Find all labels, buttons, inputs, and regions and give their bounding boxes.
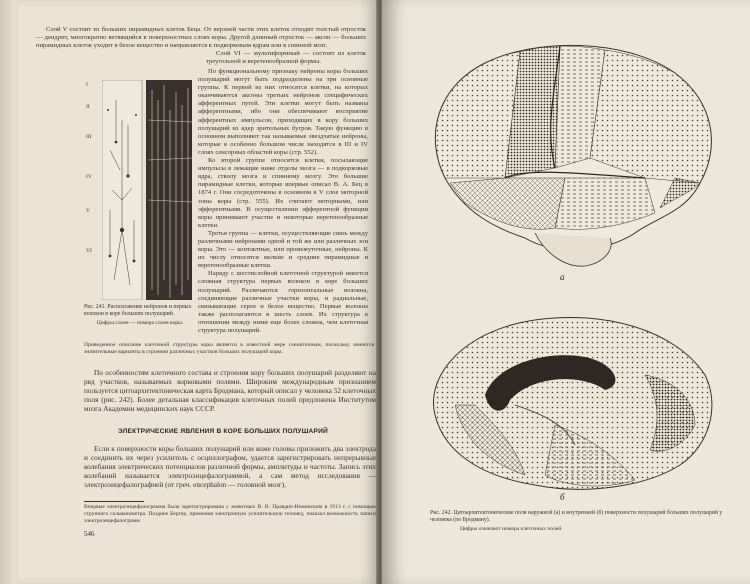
figure-242b-medial-brain xyxy=(415,305,725,500)
main-paragraph xyxy=(84,368,376,413)
paragraph-efferent: Ко второй группе относятся клетки, посылающие импульсы в лежащие ниже отделы мозга — в подкорковые ядра, стволу мозга и спинному мозгу. Это большие пирамидные клетки, которые впервые описал В. А. Бец в 1874 г. Они сосредоточены в основном в V слое моторной зоны коры (стр. 555). Их считают моторными, или эфферентными. В осуществлении эфферентной функции коры принимают участие и некоторые веретенообразные клетки. xyxy=(198,157,368,229)
figure-241-caption xyxy=(84,304,196,327)
paragraph-contact: Третья группа — клетки, осуществляющие связь между различными нейронами одной и той же или различных зон коры. Это — контактные, или промежуточные, нейроны. К их числу относятся мелкие и средние пирамидные и веретенообразные клетки. xyxy=(198,229,368,270)
figure-241-neuron-layers xyxy=(102,80,192,300)
paragraph-layer-vi: Слой VI — мультиформный — состоит из клеток треугольной и веретенообразной формы. xyxy=(206,50,366,66)
page-number: 546 xyxy=(84,530,95,538)
figure-242-caption xyxy=(430,510,730,533)
caption-242-note: Цифры означают номера клеточных полей. xyxy=(460,526,563,532)
eeg-paragraph xyxy=(84,444,376,489)
footnote: Впервые электроэнцефалограмма была зарегистрирована у животных В. В. Правдич-Неминским в 1913 г. с помощью струнного гальванометра. Позднее Бергер, применив электронную усилительную технику, показал возможность записи электроэнцефалограмм xyxy=(84,504,376,524)
paragraph-layer-v: Слой V состоит из больших пирамидных клеток Беца. От верхней части этих клеток отходит толстый отросток — дендрит, многократно ветвящийся в поверхностных слоях коры. Другой длинный отросток — аксон — больших пирамидных клеток уходит в белое вещество и направляется к подкорковым ядрам или в спинной мозг. xyxy=(36,26,366,50)
footnote-rule xyxy=(84,501,144,502)
layer-label: V xyxy=(86,208,91,214)
caption-241-note: Цифры слоев — номера слоев коры. xyxy=(96,320,184,326)
caption-241-title: Рис. 241. Расположение нейронов и первых волокон в коре больших полушарий. xyxy=(84,304,192,317)
figure-letter-a: а xyxy=(560,272,565,282)
note-text: Приведенное описание клеточной структуры коры является в известной мере схематичным, поскольку имеются значительные варианты в строении различных участков больших полушарий коры. xyxy=(84,342,374,355)
paragraph-cortical-fields: По особенностям клеточного состава и строения кору больших полушарий разделяют на ряд участков, называемых корковыми полями. Широким международным признанием пользуется цитоархитектоническая карта Бродмана, который описал у человека 52 клеточных поля (рис. 242). Более детальная классификация клеточных полей предложена Институтом мозга Академии медицинских наук СССР. xyxy=(84,368,376,413)
section-heading: ЭЛЕКТРИЧЕСКИЕ ЯВЛЕНИЯ В КОРЕ БОЛЬШИХ ПОЛУШАРИЙ xyxy=(118,428,328,435)
paragraph-fibers: Наряду с шестислойной клеточной структурой имеется сложная структура первых волокон в коре больших полушарий. Различаются горизонтальные волокна, соединяющие различные участки коры, и радиальные, связывающие серое и белое вещество. Первые волокна также располагаются в шесть слоев. Их структура в отношении между ними еще более сложна, чем клеточная структура полушарий. xyxy=(198,270,368,334)
paragraph-eeg: Если к поверхности коры больших полушарий или коже головы приложить два электрода и соединить их через усилитель с осциллографом, удается зарегистрировать непрерывные колебания электрических потенциалов различной формы, амплитуды и частоты. Запись этих колебаний называется электроэнцефалограммой, а сам метод исследования — электроэнцефалографией (от греч. encephalon — головной мозг). xyxy=(84,444,376,489)
caption-242-title: Рис. 242. Цитоархитектонические поля наружной (а) и внутренней (б) поверхности полушарий больших полушарий у человека (по Бродману). xyxy=(430,510,723,523)
right-page xyxy=(382,0,750,584)
layer-labels xyxy=(86,82,96,268)
figure-242a-lateral-brain xyxy=(405,28,725,273)
layer-label: II xyxy=(86,104,90,110)
left-column-text xyxy=(198,68,368,335)
layer-label: IV xyxy=(86,174,92,180)
layer-label: III xyxy=(86,134,92,140)
layer-label: VI xyxy=(86,248,92,254)
layer-label: I xyxy=(86,82,88,88)
left-top-text xyxy=(36,26,366,66)
paragraph-afferent: По функциональному признаку нейроны коры больших полушарий могут быть подразделены на три основные группы. К первой из них относятся клетки, на которых оканчиваются аксоны третьих нейронов специфических афферентных путей. Эти клетки могут быть названы афферентными, ибо они обеспечивают восприятие афферентных импульсов, приходящих в кору больших полушарий из ядер зрительных бугров. Такую функцию в основном выполняют так называемые звездчатые нейроны, которые в особенно большом числе находятся в III и IV слоях сенсорных областей коры (стр. 552). xyxy=(198,68,368,156)
left-page xyxy=(18,0,380,584)
figure-letter-b: б xyxy=(560,492,565,502)
